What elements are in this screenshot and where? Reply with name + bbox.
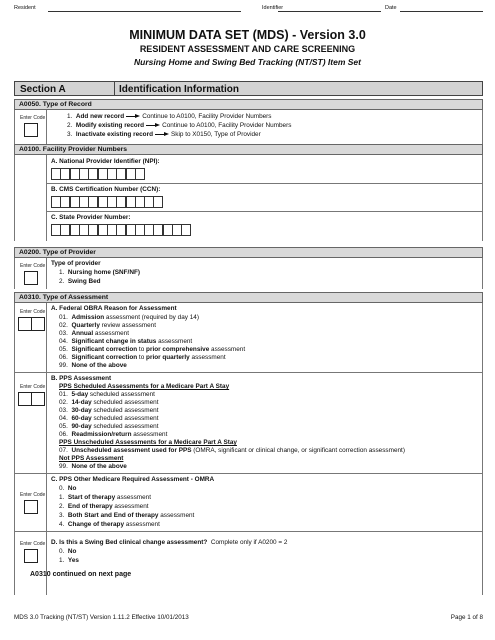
enter-code-label: Enter Code	[20, 541, 46, 547]
continued-note: A0310 continued on next page	[30, 571, 132, 578]
header-row	[0, 0, 495, 14]
arrow-icon	[126, 113, 140, 119]
form-subtitle: RESIDENT ASSESSMENT AND CARE SCREENING	[139, 44, 356, 54]
a0050-option-2: 2. Modify existing record Continue to A0100, Facility Provider Numbers	[67, 122, 292, 129]
section-name: Identification Information	[119, 84, 239, 95]
a0310d-option-0: 0. No	[59, 548, 77, 555]
a0310a-option: 05. Significant correction to prior comprehensive assessment	[59, 346, 246, 353]
arrow-icon	[155, 131, 169, 137]
a0310a-option: 03. Annual assessment	[59, 330, 129, 337]
section-header	[14, 81, 483, 96]
divider	[14, 372, 483, 373]
digit-cell[interactable]	[181, 224, 191, 236]
a0310a-question: A. Federal OBRA Reason for Assessment	[51, 305, 177, 312]
date-label: Date	[385, 5, 397, 11]
item-set-title: Nursing Home and Swing Bed Tracking (NT/ST) Item Set	[133, 57, 361, 67]
divider	[14, 531, 483, 532]
pps-unscheduled-heading: PPS Unscheduled Assessments for a Medicare Part A Stay	[59, 439, 237, 446]
a0310a-code-box-1[interactable]	[18, 317, 32, 331]
state-provider-label: C. State Provider Number:	[51, 214, 131, 221]
a0200-title: A0200. Type of Provider	[14, 247, 483, 258]
enter-code-label: Enter Code	[20, 115, 46, 121]
a0310a-option: 99. None of the above	[59, 362, 127, 369]
a0310d-code-box[interactable]	[24, 549, 38, 563]
divider	[47, 211, 483, 212]
a0310b-option: 05. 90-day scheduled assessment	[59, 423, 159, 430]
a0310d-question: D. Is this a Swing Bed clinical change assessment? Complete only if A0200 = 2	[51, 539, 288, 546]
a0310b-code-box-1[interactable]	[18, 392, 32, 406]
enter-code-label: Enter Code	[20, 384, 46, 390]
a0310c-option: 4. Change of therapy assessment	[59, 521, 160, 528]
enter-code-label: Enter Code	[20, 492, 46, 498]
a0200-question: Type of provider	[51, 260, 101, 267]
a0310c-option: 0. No	[59, 485, 77, 492]
footer-page: Page 1 of 8	[450, 614, 483, 621]
date-field[interactable]	[400, 11, 483, 12]
a0310a-option: 04. Significant change in status assessment	[59, 338, 193, 345]
pps-scheduled-heading: PPS Scheduled Assessments for a Medicare Part A Stay	[59, 383, 230, 390]
a0310b-option: 03. 30-day scheduled assessment	[59, 407, 159, 414]
a0310a-option: 06. Significant correction to prior quarterly assessment	[59, 354, 226, 361]
npi-input[interactable]	[51, 168, 144, 180]
a0310b-option: 07. Unscheduled assessment used for PPS (OMRA, significant or clinical change, or significant correction assessment)	[59, 447, 405, 454]
a0100-code-col	[14, 155, 47, 241]
a0310b-option: 04. 60-day scheduled assessment	[59, 415, 159, 422]
a0200-option-2: 2. Swing Bed	[59, 278, 101, 285]
a0310c-question: C. PPS Other Medicare Required Assessment - OMRA	[51, 476, 215, 483]
a0310c-option: 2. End of therapy assessment	[59, 503, 149, 510]
section-divider	[114, 82, 115, 95]
enter-code-label: Enter Code	[20, 309, 46, 315]
a0310c-option: 3. Both Start and End of therapy assessment	[59, 512, 195, 519]
resident-field[interactable]	[48, 11, 241, 12]
ccn-label: B. CMS Certification Number (CCN):	[51, 186, 161, 193]
a0310-title: A0310. Type of Assessment	[14, 292, 483, 303]
not-pps-heading: Not PPS Assessment	[59, 455, 124, 462]
a0100-title: A0100. Facility Provider Numbers	[14, 144, 483, 155]
footer-version: MDS 3.0 Tracking (NT/ST) Version 1.11.2 Effective 10/01/2013	[14, 614, 189, 621]
a0310a-option: 01. Admission assessment (required by day 14)	[59, 314, 199, 321]
a0310a-code-box-2[interactable]	[31, 317, 45, 331]
divider	[14, 473, 483, 474]
resident-label: Resident	[14, 5, 36, 11]
a0310c-option: 1. Start of therapy assessment	[59, 494, 152, 501]
a0310b-option: 99. None of the above	[59, 463, 127, 470]
a0310a-option: 02. Quarterly review assessment	[59, 322, 156, 329]
a0310c-code-box[interactable]	[24, 500, 38, 514]
form-title: MINIMUM DATA SET (MDS) - Version 3.0	[129, 28, 366, 42]
enter-code-label: Enter Code	[20, 263, 46, 269]
a0200-code-box[interactable]	[24, 271, 38, 285]
identifier-field[interactable]	[278, 11, 381, 12]
npi-label: A. National Provider Identifier (NPI):	[51, 158, 160, 165]
a0310b-option: 01. 5-day scheduled assessment	[59, 391, 155, 398]
arrow-icon	[146, 122, 160, 128]
ccn-input[interactable]	[51, 196, 163, 208]
digit-cell[interactable]	[153, 196, 163, 208]
a0310b-code-box-2[interactable]	[31, 392, 45, 406]
a0310b-option: 06. Readmission/return assessment	[59, 431, 168, 438]
state-provider-input[interactable]	[51, 224, 191, 236]
identifier-label: Identifier	[262, 5, 284, 11]
section-code: Section A	[20, 84, 66, 95]
a0050-title: A0050. Type of Record	[14, 99, 483, 110]
a0200-option-1: 1. Nursing home (SNF/NF)	[59, 269, 140, 276]
divider	[47, 183, 483, 184]
a0050-option-3: 3. Inactivate existing record Skip to X0150, Type of Provider	[67, 131, 261, 138]
a0310b-question: B. PPS Assessment	[51, 375, 112, 382]
a0050-option-1: 1. Add new record Continue to A0100, Facility Provider Numbers	[67, 113, 272, 120]
digit-cell[interactable]	[135, 168, 145, 180]
a0050-code-box[interactable]	[24, 123, 38, 137]
a0310d-option-1: 1. Yes	[59, 557, 79, 564]
a0310b-option: 02. 14-day scheduled assessment	[59, 399, 159, 406]
